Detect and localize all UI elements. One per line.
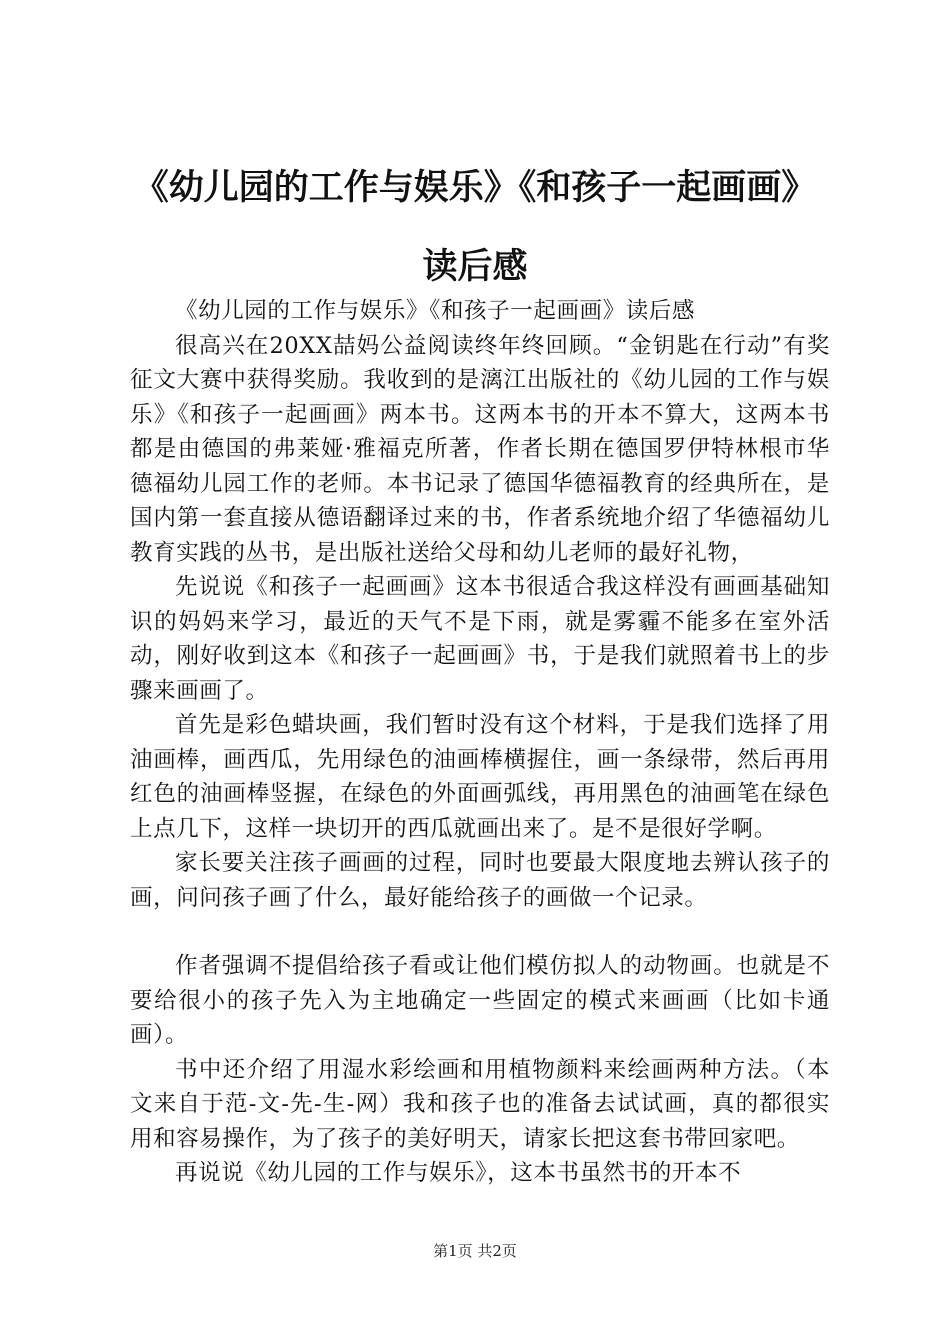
document-title-line1: 《幼儿园的工作与娱乐》《和孩子一起画画》 [133, 168, 817, 208]
paragraph-subtitle: 《幼儿园的工作与娱乐》《和孩子一起画画》读后感 [175, 298, 696, 324]
document-title-line2: 读后感 [422, 247, 528, 287]
document-body [130, 294, 830, 1191]
paragraph: 首先是彩色蜡块画，我们暂时没有这个材料，于是我们选择了用油画棒，画西瓜，先用绿色的油画棒横握住，画一条绿带，然后再用红色的油画棒竖握，在绿色的外面画弧线，再用黑色的油画笔在绿色上点几下，这样一块切开的西瓜就画出来了。是不是很好学啊。 [130, 712, 830, 842]
paragraph: 作者强调不提倡给孩子看或让他们模仿拟人的动物画。也就是不要给很小的孩子先入为主地确定一些固定的模式来画画（比如卡通画）。 [130, 953, 830, 1048]
paragraph: 先说说《和孩子一起画画》这本书很适合我这样没有画画基础知识的妈妈来学习，最近的天气不是下雨，就是雾霾不能多在室外活动，刚好收到这本《和孩子一起画画》书，于是我们就照着书上的步骤来画画了。 [130, 574, 830, 704]
paragraph: 家长要关注孩子画画的过程，同时也要最大限度地去辨认孩子的画，问问孩子画了什么，最好能给孩子的画做一个记录。 [130, 850, 830, 911]
page-footer: 第1页 共2页 [433, 1242, 517, 1260]
paragraph: 再说说《幼儿园的工作与娱乐》，这本书虽然书的开本不 [175, 1160, 742, 1186]
paragraph: 很高兴在20XX喆妈公益阅读终年终回顾。“金钥匙在行动”有奖征文大赛中获得奖励。我收到的是漓江出版社的《幼儿园的工作与娱乐》《和孩子一起画画》两本书。这两本书的开本不算大，这两本书都是由德国的弗莱娅·雅福克所著，作者长期在德国罗伊特林根市华德福幼儿园工作的老师。本书记录了德国华德福教育的经典所在，是国内第一套直接从德语翻译过来的书，作者系统地介绍了华德福幼儿教育实践的丛书，是出版社送给父母和幼儿老师的最好礼物， [130, 332, 830, 566]
paragraph: 书中还介绍了用湿水彩绘画和用植物颜料来绘画两种方法。（本文来自于范-文-先-生-网）我和孩子也的准备去试试画，真的都很实用和容易操作，为了孩子的美好明天，请家长把这套书带回家吧。 [130, 1056, 830, 1152]
